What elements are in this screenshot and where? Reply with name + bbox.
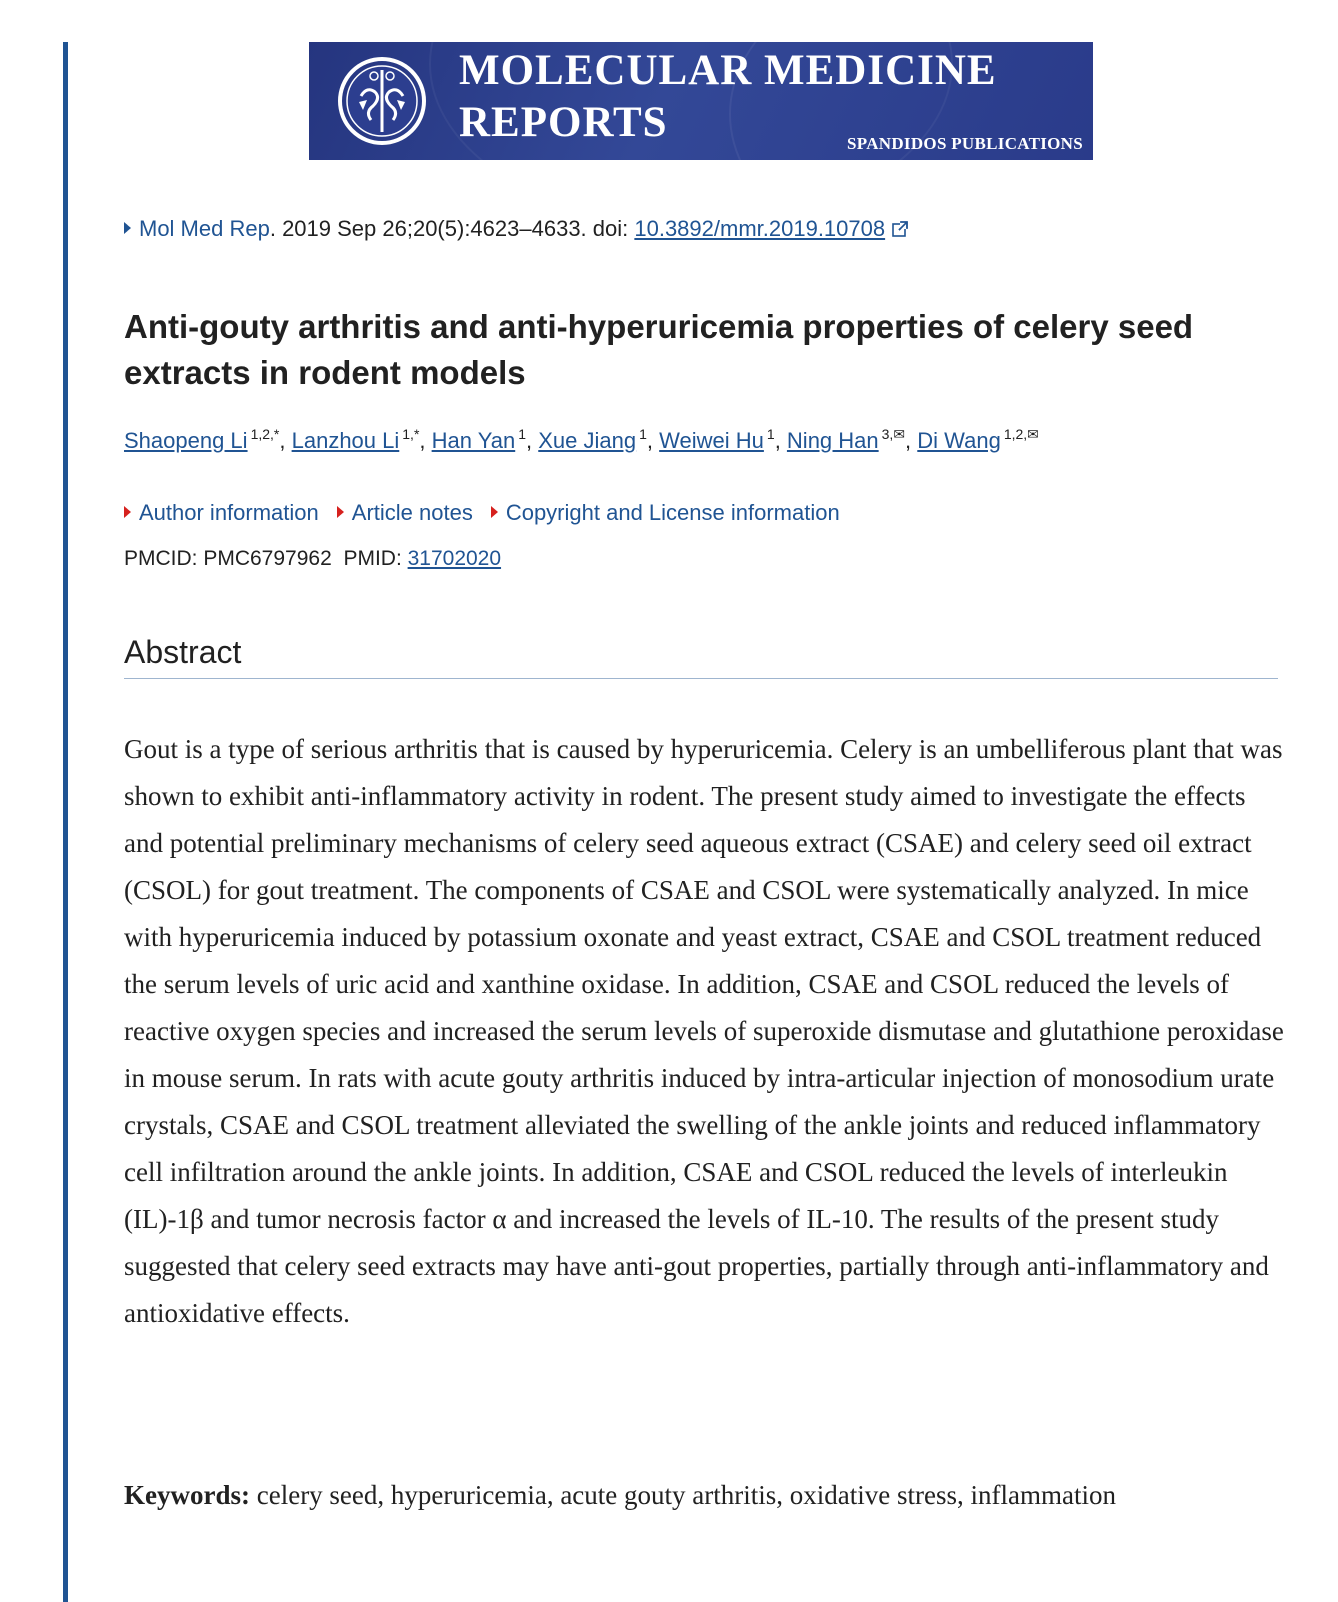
abstract-text: Gout is a type of serious arthritis that is caused by hyperuricemia. Celery is an umbelliferous plant that was shown to exhibit anti-inflammatory activity in rodent. The present study aimed to investigate the effects and potential preliminary mechanisms of celery seed aqueous extract (CSAE) and celery seed oil extract (CSOL) for gout treatment. The components of CSAE and CSOL were systematically analyzed. In mice with hyperuricemia induced by potassium oxonate and yeast extract, CSAE and CSOL treatment reduced the serum levels of uric acid and xanthine oxidase. In addition, CSAE and CSOL reduced the levels of reactive oxygen species and increased the serum levels of superoxide dismutase and glutathione peroxidase in mouse serum. In rats with acute gouty arthritis induced by intra-articular injection of monosodium urate crystals, CSAE and CSOL treatment alleviated the swelling of the ankle joints and reduced inflammatory cell infiltration around the ankle joints. In addition, CSAE and CSOL reduced the levels of interleukin (IL)-1β and tumor necrosis factor α and increased the levels of IL-10. The results of the present study suggested that celery seed extracts may have anti-gout properties, partially through anti-inflammatory and antioxidative effects. xyxy=(124,734,1284,1328)
info-link-label: Author information xyxy=(139,500,319,525)
author-affiliation: 1 xyxy=(639,426,647,442)
author-link[interactable]: Di Wang xyxy=(917,428,1001,453)
author-link[interactable]: Ning Han xyxy=(786,428,879,453)
info-link-label: Copyright and License information xyxy=(505,500,840,525)
triangle-right-icon xyxy=(491,506,498,518)
author-affiliation: 1,2,✉ xyxy=(1003,426,1039,442)
article-info-links xyxy=(124,500,858,526)
author-information-toggle[interactable] xyxy=(124,500,319,525)
pmcid-label: PMCID: PMC6797962 xyxy=(124,547,332,570)
abstract-heading: Abstract xyxy=(124,634,242,670)
keywords xyxy=(124,1480,1284,1511)
author-link[interactable]: Shaopeng Li xyxy=(124,428,248,453)
info-link-label: Article notes xyxy=(351,500,473,525)
abstract-divider xyxy=(124,678,1278,679)
triangle-right-icon[interactable] xyxy=(124,222,131,234)
copyright-license-toggle[interactable] xyxy=(491,500,840,525)
pmid-link[interactable]: 31702020 xyxy=(407,547,502,570)
banner-title-line1: MOLECULAR MEDICINE xyxy=(459,47,997,94)
doi-link[interactable]: 10.3892/mmr.2019.10708 xyxy=(634,216,886,241)
article-ids xyxy=(124,547,501,571)
banner-title-line2: REPORTS xyxy=(459,99,668,146)
caduceus-seal-icon xyxy=(337,56,427,146)
author-affiliation: 1 xyxy=(766,426,775,442)
pmid-label: PMID: xyxy=(343,547,408,570)
external-link-icon[interactable] xyxy=(891,220,909,238)
author-link[interactable]: Xue Jiang xyxy=(538,428,637,453)
author-affiliation: 1,* xyxy=(402,426,420,442)
citation-details: . 2019 Sep 26;20(5):4623–4633. doi: xyxy=(269,216,635,241)
author-link[interactable]: Lanzhou Li xyxy=(291,428,400,453)
triangle-right-icon xyxy=(337,506,344,518)
author-affiliation: 1,2,* xyxy=(250,426,280,442)
author-affiliation: 1 xyxy=(518,426,527,442)
article-title: Anti-gouty arthritis and anti-hyperuricemia properties of celery seed extracts in rodent models xyxy=(124,308,1194,391)
banner-publisher: SPANDIDOS PUBLICATIONS xyxy=(847,134,1083,153)
journal-link[interactable]: Mol Med Rep xyxy=(139,216,270,241)
left-accent-bar xyxy=(63,42,68,1602)
article-notes-toggle[interactable] xyxy=(337,500,473,525)
keywords-label: Keywords: xyxy=(124,1480,250,1510)
author-list: Shaopeng Li $^{1,2,*}$, Lanzhou Li $^{1,*}$, Han Yan $^1$, Xue Jiang $^1$, Weiwei Hu $^1$, Ning Han $^{3,✉}$, Di Wang $^{1,2,✉}$ xyxy=(124,426,1039,453)
author-link[interactable]: Weiwei Hu xyxy=(659,428,764,453)
author-affiliation: 3,✉ xyxy=(881,426,906,442)
citation-line xyxy=(124,216,909,242)
journal-banner[interactable] xyxy=(309,42,1093,160)
author-link[interactable]: Han Yan xyxy=(431,428,516,453)
keywords-text: celery seed, hyperuricemia, acute gouty arthritis, oxidative stress, inflammation xyxy=(249,1480,1116,1510)
triangle-right-icon xyxy=(124,506,131,518)
